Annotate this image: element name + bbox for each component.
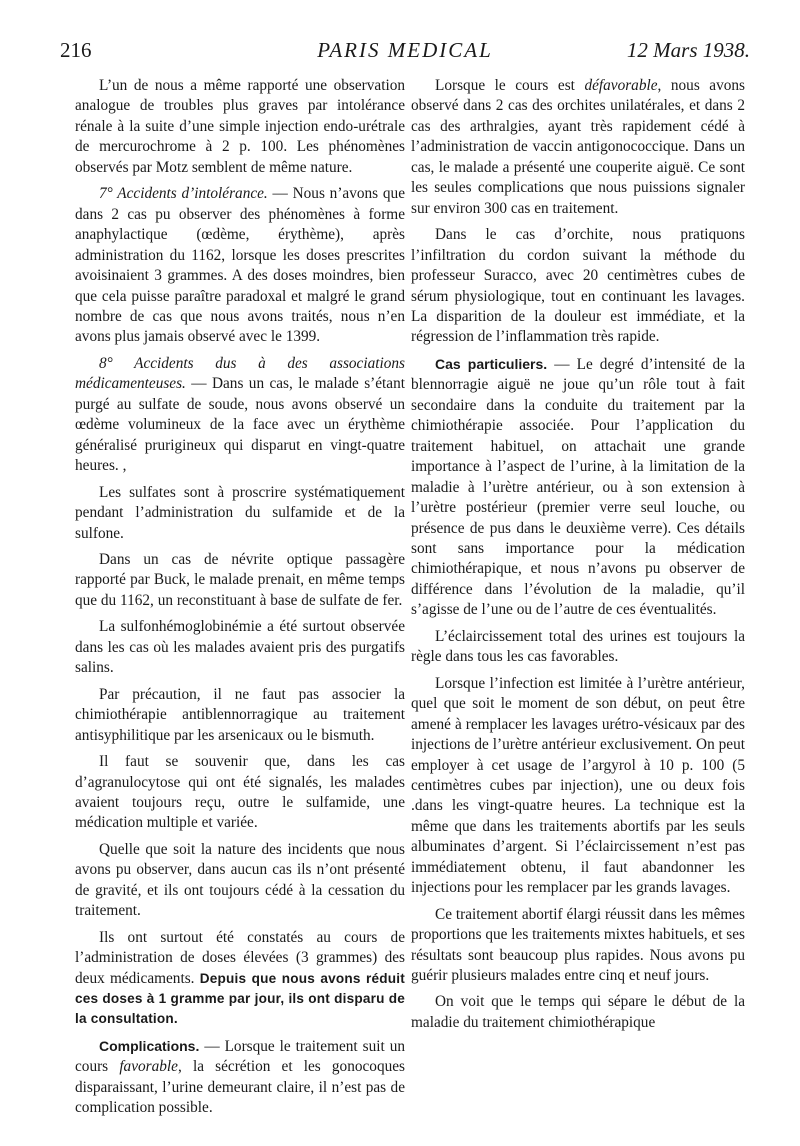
section-heading: 7° Accidents d’intolérance. [99,185,268,203]
paragraph: Par précaution, il ne faut pas associer la chimiothérapie antiblennorragique au traitement antisyphilitique par les arsenicaux ou le bismuth. [75,685,405,744]
paragraph: L’éclaircissement total des urines est toujours la règle dans tous les cas favorables. [411,627,745,666]
running-header [60,38,750,68]
paragraph [75,928,405,1030]
paragraph-text: , nous avons observé dans 2 cas des orchites unilatérales, et dans 2 cas des arthralgies, ayant très rapidement cédé à l’administration de vaccin antigonococcique. Dans un cas, le malade a présenté une couperite aiguë. Ce sont les seules complications que nous puissions signaler sur environ 300 cas en traitement. [411,77,745,217]
paragraph-text: , la sécrétion et les gonocoques disparaissant, l’urine demeurant claire, il n’est pas de complication possible. [75,1058,405,1117]
section-heading: 8° Accidents dus à des associations médicamenteuses. [75,354,405,393]
paragraph: Les sulfates sont à proscrire systématiquement pendant l’administration du sulfamide et de la sulfone. [75,483,405,542]
paragraph: Dans un cas de névrite optique passagère rapporté par Buck, le malade prenait, en même temps que du 1162, un reconstituant à base de sulfate de fer. [75,550,405,609]
issue-date: 12 Mars 1938. [626,38,750,62]
paragraph: L’un de nous a même rapporté une observation analogue de troubles plus graves par intolérance rénale à la suite d’une simple injection endo-urétrale de mercurochrome à 2 p. 100. Les phénomènes observés par Motz semblent de même nature. [75,77,405,176]
emphasis: défavorable [584,77,658,94]
paragraph-text: — Nous n’avons que dans 2 cas pu observer des phénomènes à forme anaphylactique (œdème, érythème), après administration du 1162, lorsque les doses prescrites avoisinaient 3 grammes. A des doses moindres, bien que cela puisse paraître paradoxal et malgré le grand nombre de cas que nous avons traités, nous n’en avons plus jamais observé avec le 1399. [75,185,405,346]
journal-title: PARIS MEDICAL [317,38,493,62]
paragraph-text: Ils ont surtout été constatés au cours de l’administration de doses élevées (3 grammes) des deux médicaments. [75,928,405,987]
paragraph-text: — Dans un cas, le malade s’étant purgé au sulfate de soude, nous avons observé un œdème volumineux de la face avec un érythème généralisé prurigineux qui disparut en vingt-quatre heures. , [75,375,405,475]
page-number: 216 [60,38,92,62]
left-column [75,76,405,1125]
paragraph [75,184,405,348]
paragraph [411,354,745,621]
paragraph: On voit que le temps qui sépare le début de la maladie du traitement chimiothérapique [411,993,745,1031]
emphasis: favorable [119,1058,178,1076]
paragraph-text: Lorsque le cours est [435,77,585,94]
paragraph [75,1036,405,1119]
bold-statement: Depuis que nous avons réduit ces doses à 1 gramme par jour, ils ont disparu de la consultation. [75,970,405,1027]
paragraph [411,76,745,219]
paragraph: Ce traitement abortif élargi réussit dans les mêmes proportions que les traitements mixtes habituels, et ses résultats sont beaucoup plus rapides. Nous avons pu guérir plusieurs malades entre cinq et neuf jours. [411,905,745,985]
paragraph: La sulfonhémoglobinémie a été surtout observée dans les cas où les malades avaient pris des purgatifs salins. [75,618,405,677]
right-column [411,76,745,1039]
paragraph: Lorsque l’infection est limitée à l’urètre antérieur, quel que soit le moment de son début, on peut être amené à remplacer les lavages urétro-vésicaux par des injections de l’urètre antérieur exclusivement. On peut employer à cet usage de l’argyrol à 10 p. 100 (5 centimètres cubes par injection), une ou deux fois .dans les vingt-quatre heures. La technique est la même que dans les traitements abortifs par les seuls albuminates d’argent. Si l’éclaircissement n’est pas immédiatement obtenu, il faut abandonner les injections pour les remplacer par les grands lavages. [411,674,745,897]
paragraph [75,354,405,477]
paragraph: Quelle que soit la nature des incidents que nous avons pu observer, dans aucun cas ils n’ont présenté de gravité, et ils ont toujours cédé à la cessation du traitement. [75,840,405,920]
paragraph: Il faut se souvenir que, dans les cas d’agranulocytose qui ont été signalés, les malades avaient toujours reçu, outre le sulfamide, une médication multiple et variée. [75,753,405,832]
section-heading: Cas particuliers. [435,355,548,372]
paragraph: Dans le cas d’orchite, nous pratiquons l’infiltration du cordon suivant la méthode du professeur Suracco, avec 20 centimètres cubes de sérum physiologique, tout en continuant les lavages. La disparition de la douleur est immédiate, et la régression de l’inflammation très rapide. [411,226,745,346]
section-heading: Complications. [99,1037,200,1054]
paragraph-text: — Lorsque le traitement suit un cours [75,1037,405,1076]
paragraph-text: — Le degré d’intensité de la blennorragie aiguë ne joue qu’un rôle tout à fait secondaire dans la conduite du traitement par la chimiothérapie associée. Pour l’application du traitement habituel, on attachait une grande importance à l’aspect de l’urine, à la limitation de la maladie à l’urètre antérieur, ou à son extension à l’urètre postérieur (premier verre seul louche, ou présence de pus dans le deuxième verre). Ces détails sont sans importance pour la médication chimiothérapique, et nous n’avons pu observer de différence dans l’évolution de la maladie, qu’il s’agisse de l’une ou de l’autre de ces éventualités. [411,355,746,619]
